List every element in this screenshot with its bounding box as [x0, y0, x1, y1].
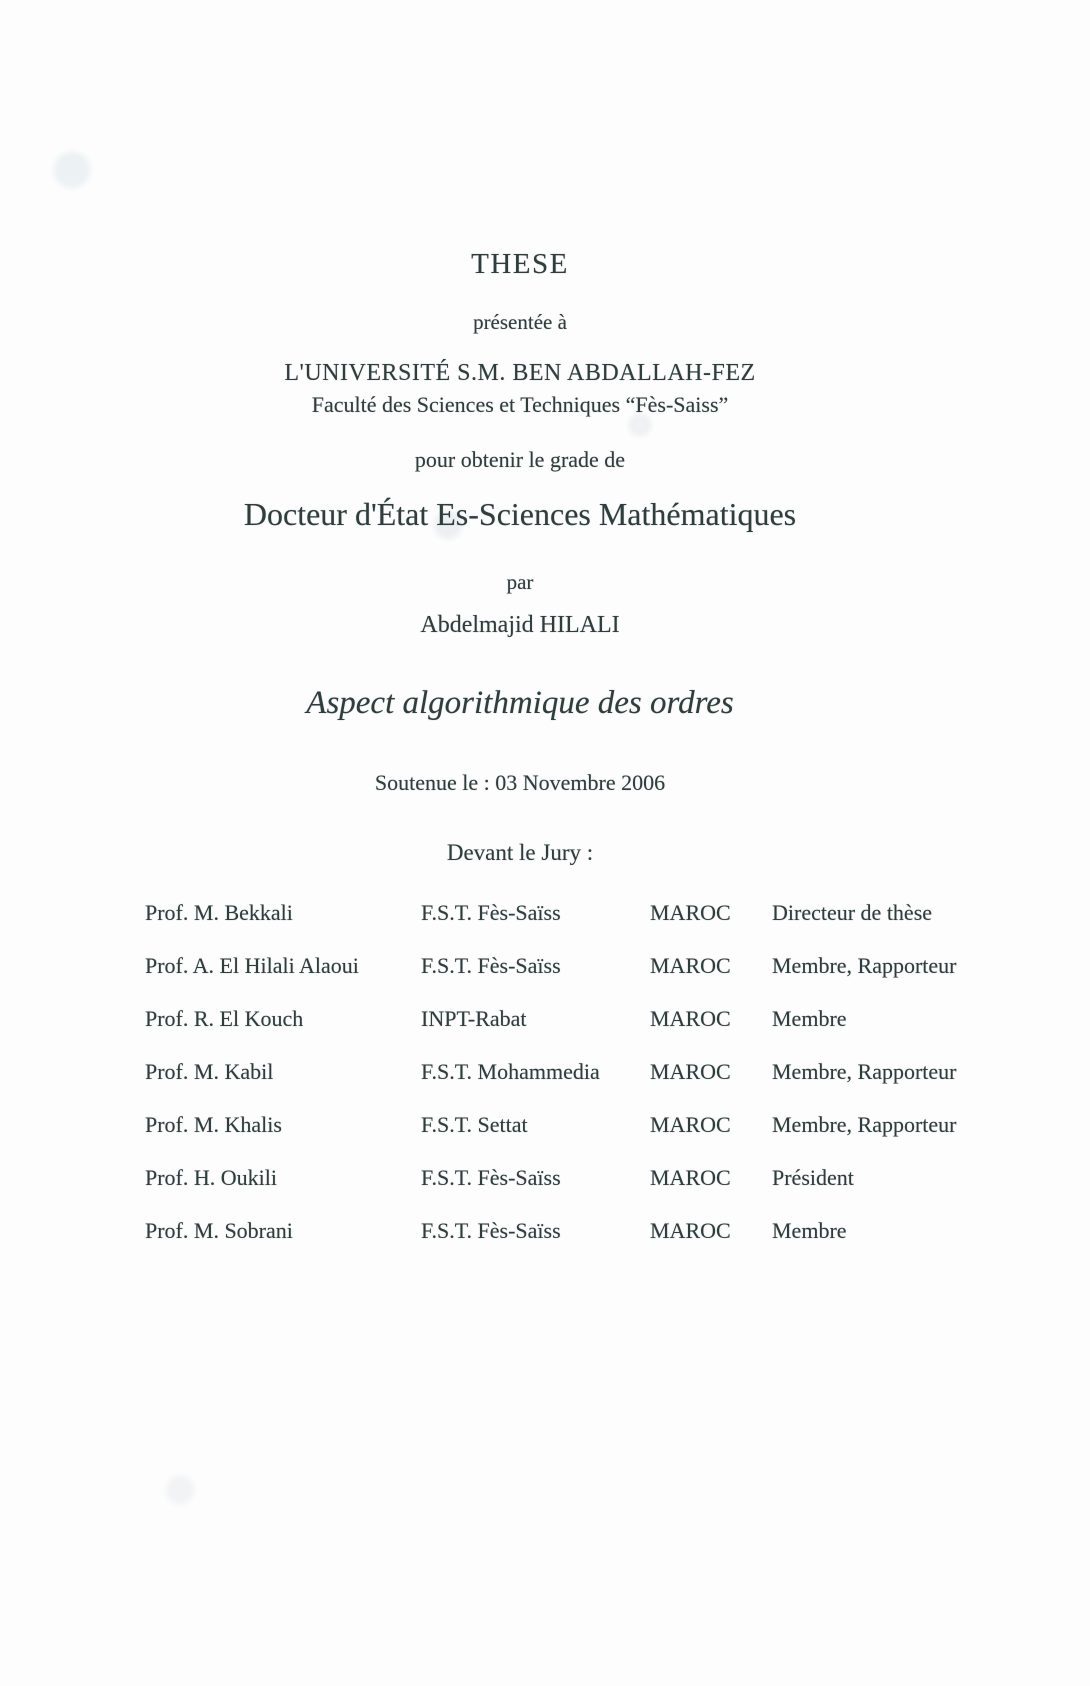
purpose-line: pour obtenir le grade de [414, 447, 626, 472]
jury-member-country: MAROC [650, 1112, 731, 1137]
university-name: L'UNIVERSITÉ S.M. BEN ABDALLAH-FEZ [284, 360, 756, 386]
jury-member-name: Prof. A. El Hilali Alaoui [145, 953, 359, 978]
degree-title: Docteur d'État Es-Sciences Mathématiques [243, 496, 797, 532]
jury-member-name: Prof. M. Khalis [145, 1112, 282, 1137]
jury-member-role: Directeur de thèse [772, 900, 933, 925]
jury-member-country: MAROC [650, 953, 731, 978]
defense-date: Soutenue le : 03 Novembre 2006 [374, 770, 666, 795]
jury-member-country: MAROC [650, 1006, 731, 1031]
jury-member-role: Membre [772, 1006, 847, 1031]
jury-member-name: Prof. R. El Kouch [145, 1006, 304, 1031]
jury-row [0, 900, 1090, 940]
jury-member-name: Prof. M. Sobrani [145, 1218, 293, 1243]
jury-row [0, 1165, 1090, 1205]
jury-member-name: Prof. H. Oukili [145, 1165, 277, 1190]
jury-member-country: MAROC [650, 1218, 731, 1243]
jury-row [0, 953, 1090, 993]
jury-heading: Devant le Jury : [446, 840, 594, 865]
jury-row [0, 1059, 1090, 1099]
jury-row [0, 1006, 1090, 1046]
jury-member-role: Président [772, 1165, 854, 1190]
jury-member-institution: F.S.T. Fès-Saïss [421, 1218, 561, 1243]
jury-member-institution: F.S.T. Mohammedia [421, 1059, 600, 1084]
jury-member-institution: F.S.T. Fès-Saïss [421, 900, 561, 925]
jury-member-institution: F.S.T. Settat [421, 1112, 528, 1137]
jury-member-role: Membre, Rapporteur [772, 953, 957, 978]
jury-member-name: Prof. M. Kabil [145, 1059, 274, 1084]
jury-member-role: Membre, Rapporteur [772, 1112, 957, 1137]
jury-member-country: MAROC [650, 1059, 731, 1084]
jury-row [0, 1218, 1090, 1258]
jury-member-name: Prof. M. Bekkali [145, 900, 293, 925]
thesis-title: Aspect algorithmique des ordres [306, 685, 734, 721]
jury-member-role: Membre [772, 1218, 847, 1243]
jury-row [0, 1112, 1090, 1152]
thesis-heading: THESE [471, 248, 569, 280]
jury-member-role: Membre, Rapporteur [772, 1059, 957, 1084]
jury-member-country: MAROC [650, 1165, 731, 1190]
jury-member-institution: F.S.T. Fès-Saïss [421, 1165, 561, 1190]
by-label: par [506, 570, 534, 594]
presented-at-line: présentée à [473, 310, 567, 334]
faculty-name: Faculté des Sciences et Techniques “Fès-Saiss” [311, 392, 729, 417]
jury-member-institution: F.S.T. Fès-Saïss [421, 953, 561, 978]
author-name: Abdelmajid HILALI [420, 612, 620, 638]
jury-member-institution: INPT-Rabat [421, 1006, 527, 1031]
jury-member-country: MAROC [650, 900, 731, 925]
